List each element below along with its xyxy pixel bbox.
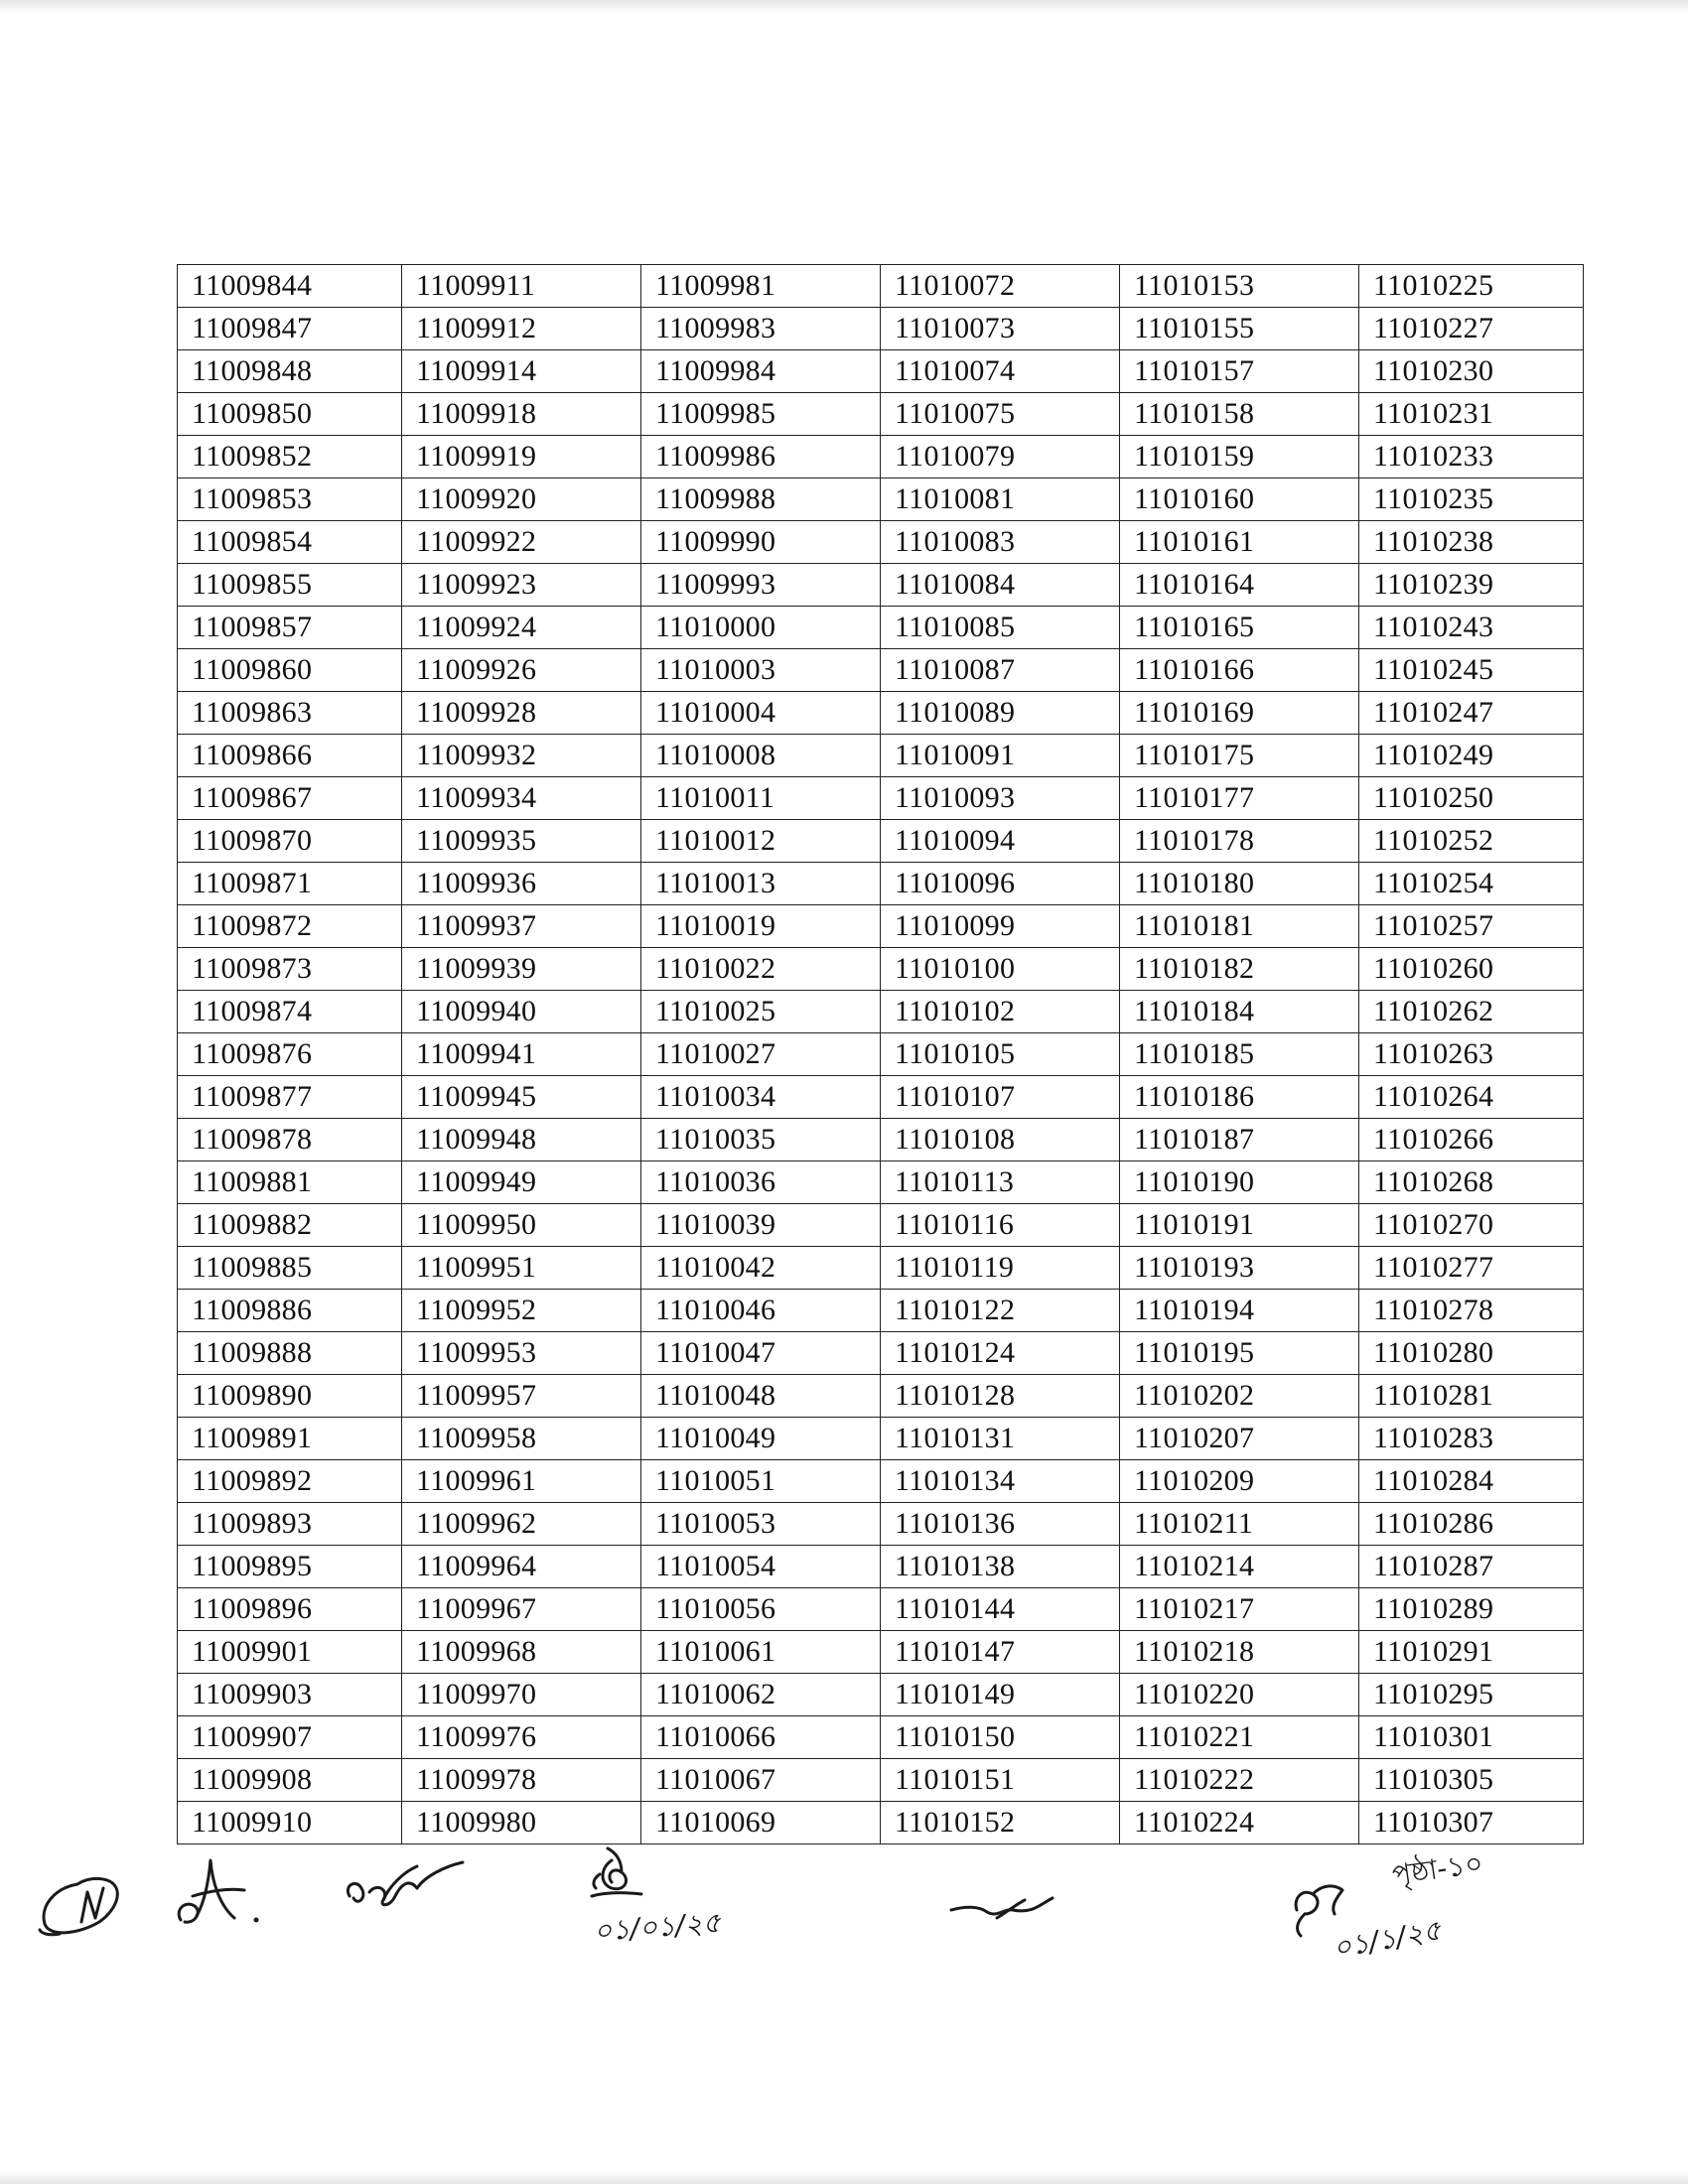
page-note: পৃষ্ঠা-১০ [1389,1846,1485,1892]
roll-number-cell: 11010047 [641,1332,881,1375]
roll-number-cell: 11010295 [1359,1674,1584,1716]
table-row [178,1674,1584,1716]
table-row [178,564,1584,607]
roll-number-cell: 11010278 [1359,1290,1584,1332]
roll-number-cell: 11009986 [641,436,881,478]
roll-number-cell: 11010249 [1359,735,1584,777]
roll-number-cell: 11010252 [1359,820,1584,863]
roll-number-cell: 11010301 [1359,1716,1584,1759]
roll-number-cell: 11009988 [641,478,881,521]
table-row [178,1161,1584,1204]
table-row [178,393,1584,436]
roll-number-cell: 11010149 [881,1674,1120,1716]
roll-number-cell: 11010260 [1359,948,1584,991]
roll-number-cell: 11010254 [1359,863,1584,905]
roll-number-cell: 11010159 [1120,436,1359,478]
table-row [178,735,1584,777]
roll-number-cell: 11009918 [402,393,641,436]
roll-number-cell: 11009881 [178,1161,402,1204]
roll-number-cell: 11010239 [1359,564,1584,607]
signatures-drawing [0,1827,1688,1985]
roll-number-cell: 11009885 [178,1247,402,1290]
roll-number-cell: 11009968 [402,1631,641,1674]
roll-number-cell: 11010138 [881,1546,1120,1588]
roll-number-cell: 11010289 [1359,1588,1584,1631]
roll-number-cell: 11009937 [402,905,641,948]
roll-number-cell: 11010069 [641,1802,881,1844]
roll-number-cell: 11010011 [641,777,881,820]
table-row [178,1418,1584,1460]
roll-number-cell: 11010102 [881,991,1120,1033]
roll-number-cell: 11009895 [178,1546,402,1588]
roll-number-cell: 11010108 [881,1119,1120,1161]
roll-number-cell: 11009863 [178,692,402,735]
roll-number-cell: 11009964 [402,1546,641,1588]
roll-number-cell: 11009876 [178,1033,402,1076]
roll-number-cell: 11010051 [641,1460,881,1503]
roll-number-cell: 11009919 [402,436,641,478]
roll-number-cell: 11009855 [178,564,402,607]
roll-number-cell: 11009912 [402,308,641,350]
signature-1 [40,1878,117,1934]
roll-number-cell: 11010181 [1120,905,1359,948]
roll-number-cell: 11010190 [1120,1161,1359,1204]
roll-number-cell: 11009892 [178,1460,402,1503]
roll-number-cell: 11009896 [178,1588,402,1631]
roll-number-cell: 11010157 [1120,350,1359,393]
scan-bottom-edge [0,2170,1688,2184]
roll-number-cell: 11010180 [1120,863,1359,905]
roll-number-cell: 11009873 [178,948,402,991]
roll-number-cell: 11010062 [641,1674,881,1716]
signature-4-date: ০১/০১/২৫ [592,1906,722,1948]
roll-number-cell: 11010107 [881,1076,1120,1119]
table-row [178,1119,1584,1161]
roll-number-cell: 11010268 [1359,1161,1584,1204]
roll-number-cell: 11009928 [402,692,641,735]
roll-number-cell: 11010187 [1120,1119,1359,1161]
roll-number-cell: 11009984 [641,350,881,393]
roll-number-cell: 11010161 [1120,521,1359,564]
roll-number-cell: 11010085 [881,607,1120,649]
table-row [178,350,1584,393]
roll-number-cell: 11010166 [1120,649,1359,692]
signature-4 [592,1848,641,1896]
roll-number-cell: 11009877 [178,1076,402,1119]
roll-number-cell: 11010081 [881,478,1120,521]
roll-number-cell: 11010075 [881,393,1120,436]
roll-number-cell: 11009878 [178,1119,402,1161]
table-row [178,1759,1584,1802]
roll-number-cell: 11009990 [641,521,881,564]
signature-3 [348,1862,463,1905]
roll-number-cell: 11009978 [402,1759,641,1802]
roll-number-cell: 11010283 [1359,1418,1584,1460]
roll-number-cell: 11010245 [1359,649,1584,692]
roll-number-cell: 11010036 [641,1161,881,1204]
roll-number-cell: 11009993 [641,564,881,607]
table-row [178,1375,1584,1418]
table-body [178,265,1584,1844]
roll-number-cell: 11010231 [1359,393,1584,436]
table-row [178,607,1584,649]
roll-number-cell: 11009850 [178,393,402,436]
roll-number-cell: 11009952 [402,1290,641,1332]
roll-number-cell: 11009852 [178,436,402,478]
roll-number-cell: 11009903 [178,1674,402,1716]
roll-number-cell: 11009950 [402,1204,641,1247]
roll-number-cell: 11010214 [1120,1546,1359,1588]
signature-6 [1296,1886,1342,1936]
table-row [178,1033,1584,1076]
roll-number-cell: 11010074 [881,350,1120,393]
roll-number-cell: 11010164 [1120,564,1359,607]
roll-number-cell: 11010131 [881,1418,1120,1460]
roll-number-cell: 11010184 [1120,991,1359,1033]
roll-number-cell: 11010100 [881,948,1120,991]
roll-number-cell: 11010284 [1359,1460,1584,1503]
roll-number-cell: 11010221 [1120,1716,1359,1759]
table-row [178,1332,1584,1375]
table-row [178,1546,1584,1588]
roll-number-cell: 11010027 [641,1033,881,1076]
roll-number-cell: 11009914 [402,350,641,393]
roll-number-cell: 11010165 [1120,607,1359,649]
roll-number-cell: 11010094 [881,820,1120,863]
roll-number-cell: 11009924 [402,607,641,649]
roll-number-cell: 11010177 [1120,777,1359,820]
roll-number-cell: 11009890 [178,1375,402,1418]
roll-number-cell: 11009908 [178,1759,402,1802]
roll-number-cell: 11010195 [1120,1332,1359,1375]
roll-number-cell: 11010066 [641,1716,881,1759]
roll-number-cell: 11010073 [881,308,1120,350]
table-row [178,1503,1584,1546]
table-row [178,863,1584,905]
roll-number-cell: 11010191 [1120,1204,1359,1247]
roll-number-cell: 11010128 [881,1375,1120,1418]
roll-number-cell: 11010136 [881,1503,1120,1546]
table-row [178,1631,1584,1674]
table-row [178,820,1584,863]
roll-number-cell: 11009854 [178,521,402,564]
roll-number-cell: 11010019 [641,905,881,948]
roll-number-cell: 11010158 [1120,393,1359,436]
roll-number-cell: 11009948 [402,1119,641,1161]
table-row [178,478,1584,521]
roll-number-cell: 11009874 [178,991,402,1033]
roll-number-cell: 11010263 [1359,1033,1584,1076]
table-row [178,905,1584,948]
roll-number-cell: 11010152 [881,1802,1120,1844]
roll-number-cell: 11009923 [402,564,641,607]
roll-number-cell: 11010151 [881,1759,1120,1802]
scan-top-edge [0,0,1688,14]
roll-number-cell: 11009932 [402,735,641,777]
roll-number-cell: 11010089 [881,692,1120,735]
roll-number-cell: 11010281 [1359,1375,1584,1418]
roll-number-cell: 11010305 [1359,1759,1584,1802]
roll-number-cell: 11010286 [1359,1503,1584,1546]
roll-number-cell: 11010211 [1120,1503,1359,1546]
roll-number-cell: 11009907 [178,1716,402,1759]
roll-number-cell: 11010046 [641,1290,881,1332]
roll-number-cell: 11009848 [178,350,402,393]
roll-number-cell: 11009901 [178,1631,402,1674]
roll-number-cell: 11010122 [881,1290,1120,1332]
roll-number-cell: 11010150 [881,1716,1120,1759]
table-row [178,265,1584,308]
roll-number-cell: 11009957 [402,1375,641,1418]
table-row [178,1204,1584,1247]
roll-number-cell: 11010186 [1120,1076,1359,1119]
roll-number-cell: 11009949 [402,1161,641,1204]
roll-number-cell: 11010091 [881,735,1120,777]
roll-number-cell: 11010084 [881,564,1120,607]
roll-number-cell: 11010169 [1120,692,1359,735]
roll-number-cell: 11009871 [178,863,402,905]
roll-number-cell: 11009953 [402,1332,641,1375]
roll-number-cell: 11010238 [1359,521,1584,564]
table-row [178,1247,1584,1290]
roll-number-cell: 11010000 [641,607,881,649]
roll-number-table [177,264,1584,1844]
table-row [178,649,1584,692]
roll-number-cell: 11010270 [1359,1204,1584,1247]
roll-number-cell: 11009886 [178,1290,402,1332]
roll-number-cell: 11010012 [641,820,881,863]
roll-number-cell: 11010307 [1359,1802,1584,1844]
roll-number-cell: 11010160 [1120,478,1359,521]
roll-number-cell: 11010113 [881,1161,1120,1204]
roll-number-cell: 11010056 [641,1588,881,1631]
roll-number-cell: 11010144 [881,1588,1120,1631]
roll-number-cell: 11009853 [178,478,402,521]
roll-number-cell: 11010049 [641,1418,881,1460]
table-row [178,1716,1584,1759]
roll-number-cell: 11009980 [402,1802,641,1844]
roll-number-cell: 11010116 [881,1204,1120,1247]
roll-number-cell: 11010193 [1120,1247,1359,1290]
table-row [178,521,1584,564]
roll-number-cell: 11009936 [402,863,641,905]
roll-number-cell: 11009866 [178,735,402,777]
table-row [178,436,1584,478]
roll-number-cell: 11009976 [402,1716,641,1759]
roll-number-cell: 11010004 [641,692,881,735]
signature-5 [951,1898,1053,1918]
roll-number-cell: 11010022 [641,948,881,991]
table-row [178,1460,1584,1503]
roll-number-cell: 11010099 [881,905,1120,948]
roll-number-cell: 11009951 [402,1247,641,1290]
roll-number-cell: 11010147 [881,1631,1120,1674]
roll-number-cell: 11010067 [641,1759,881,1802]
table-row [178,777,1584,820]
roll-number-cell: 11010013 [641,863,881,905]
roll-number-cell: 11009970 [402,1674,641,1716]
roll-number-cell: 11010225 [1359,265,1584,308]
roll-number-cell: 11010053 [641,1503,881,1546]
roll-number-cell: 11010185 [1120,1033,1359,1076]
roll-number-cell: 11010178 [1120,820,1359,863]
roll-number-cell: 11010034 [641,1076,881,1119]
roll-number-cell: 11009870 [178,820,402,863]
roll-number-cell: 11010230 [1359,350,1584,393]
roll-number-cell: 11010218 [1120,1631,1359,1674]
roll-number-cell: 11009872 [178,905,402,948]
roll-number-cell: 11010287 [1359,1546,1584,1588]
roll-number-cell: 11010207 [1120,1418,1359,1460]
roll-number-cell: 11010105 [881,1033,1120,1076]
roll-number-cell: 11009860 [178,649,402,692]
roll-number-cell: 11010233 [1359,436,1584,478]
roll-number-cell: 11010247 [1359,692,1584,735]
roll-number-cell: 11010079 [881,436,1120,478]
roll-number-cell: 11009958 [402,1418,641,1460]
roll-number-cell: 11009961 [402,1460,641,1503]
roll-number-cell: 11010257 [1359,905,1584,948]
roll-number-cell: 11009962 [402,1503,641,1546]
roll-number-cell: 11010194 [1120,1290,1359,1332]
roll-number-cell: 11009857 [178,607,402,649]
roll-number-cell: 11010262 [1359,991,1584,1033]
signature-block [0,1827,1688,1985]
roll-number-cell: 11009910 [178,1802,402,1844]
roll-number-cell: 11010008 [641,735,881,777]
roll-number-cell: 11010153 [1120,265,1359,308]
roll-number-cell: 11010119 [881,1247,1120,1290]
roll-number-cell: 11010155 [1120,308,1359,350]
roll-number-cell: 11009911 [402,265,641,308]
roll-number-cell: 11009922 [402,521,641,564]
roll-number-cell: 11010277 [1359,1247,1584,1290]
roll-number-cell: 11009945 [402,1076,641,1119]
roll-number-cell: 11010209 [1120,1460,1359,1503]
roll-number-cell: 11009934 [402,777,641,820]
table-row [178,1076,1584,1119]
roll-number-cell: 11010039 [641,1204,881,1247]
roll-number-cell: 11009939 [402,948,641,991]
roll-number-cell: 11010235 [1359,478,1584,521]
roll-number-cell: 11009985 [641,393,881,436]
table-row [178,1588,1584,1631]
roll-number-cell: 11010042 [641,1247,881,1290]
roll-number-cell: 11009941 [402,1033,641,1076]
roll-number-cell: 11009893 [178,1503,402,1546]
roll-number-cell: 11010124 [881,1332,1120,1375]
roll-number-cell: 11009967 [402,1588,641,1631]
roll-number-cell: 11009844 [178,265,402,308]
roll-number-cell: 11010072 [881,265,1120,308]
roll-number-cell: 11010096 [881,863,1120,905]
table-row [178,692,1584,735]
table-row [178,948,1584,991]
roll-number-cell: 11010134 [881,1460,1120,1503]
roll-number-cell: 11009983 [641,308,881,350]
roll-number-cell: 11010054 [641,1546,881,1588]
signature-6-date: ০১/১/২৫ [1330,1913,1444,1966]
roll-number-cell: 11010224 [1120,1802,1359,1844]
roll-number-cell: 11010182 [1120,948,1359,991]
roll-number-cell: 11009981 [641,265,881,308]
roll-number-cell: 11009920 [402,478,641,521]
roll-number-cell: 11010266 [1359,1119,1584,1161]
roll-number-cell: 11010003 [641,649,881,692]
roll-number-cell: 11009882 [178,1204,402,1247]
table-row [178,991,1584,1033]
roll-number-cell: 11010217 [1120,1588,1359,1631]
roll-number-cell: 11010035 [641,1119,881,1161]
roll-number-cell: 11009926 [402,649,641,692]
roll-number-cell: 11010291 [1359,1631,1584,1674]
roll-number-cell: 11010250 [1359,777,1584,820]
roll-number-cell: 11009847 [178,308,402,350]
table-row [178,1290,1584,1332]
roll-number-cell: 11010202 [1120,1375,1359,1418]
roll-number-cell: 11009891 [178,1418,402,1460]
roll-number-cell: 11010083 [881,521,1120,564]
roll-number-cell: 11010264 [1359,1076,1584,1119]
roll-number-cell: 11010243 [1359,607,1584,649]
roll-number-cell: 11010227 [1359,308,1584,350]
roll-number-cell: 11010222 [1120,1759,1359,1802]
signature-2 [179,1860,258,1923]
roll-number-cell: 11010093 [881,777,1120,820]
roll-number-cell: 11010220 [1120,1674,1359,1716]
roll-number-cell: 11009940 [402,991,641,1033]
roll-number-cell: 11010087 [881,649,1120,692]
roll-number-cell: 11009867 [178,777,402,820]
roll-number-cell: 11010048 [641,1375,881,1418]
roll-number-cell: 11009935 [402,820,641,863]
table-row [178,308,1584,350]
roll-number-cell: 11010280 [1359,1332,1584,1375]
roll-number-cell: 11010061 [641,1631,881,1674]
roll-number-cell: 11010025 [641,991,881,1033]
roll-number-cell: 11010175 [1120,735,1359,777]
roll-number-cell: 11009888 [178,1332,402,1375]
